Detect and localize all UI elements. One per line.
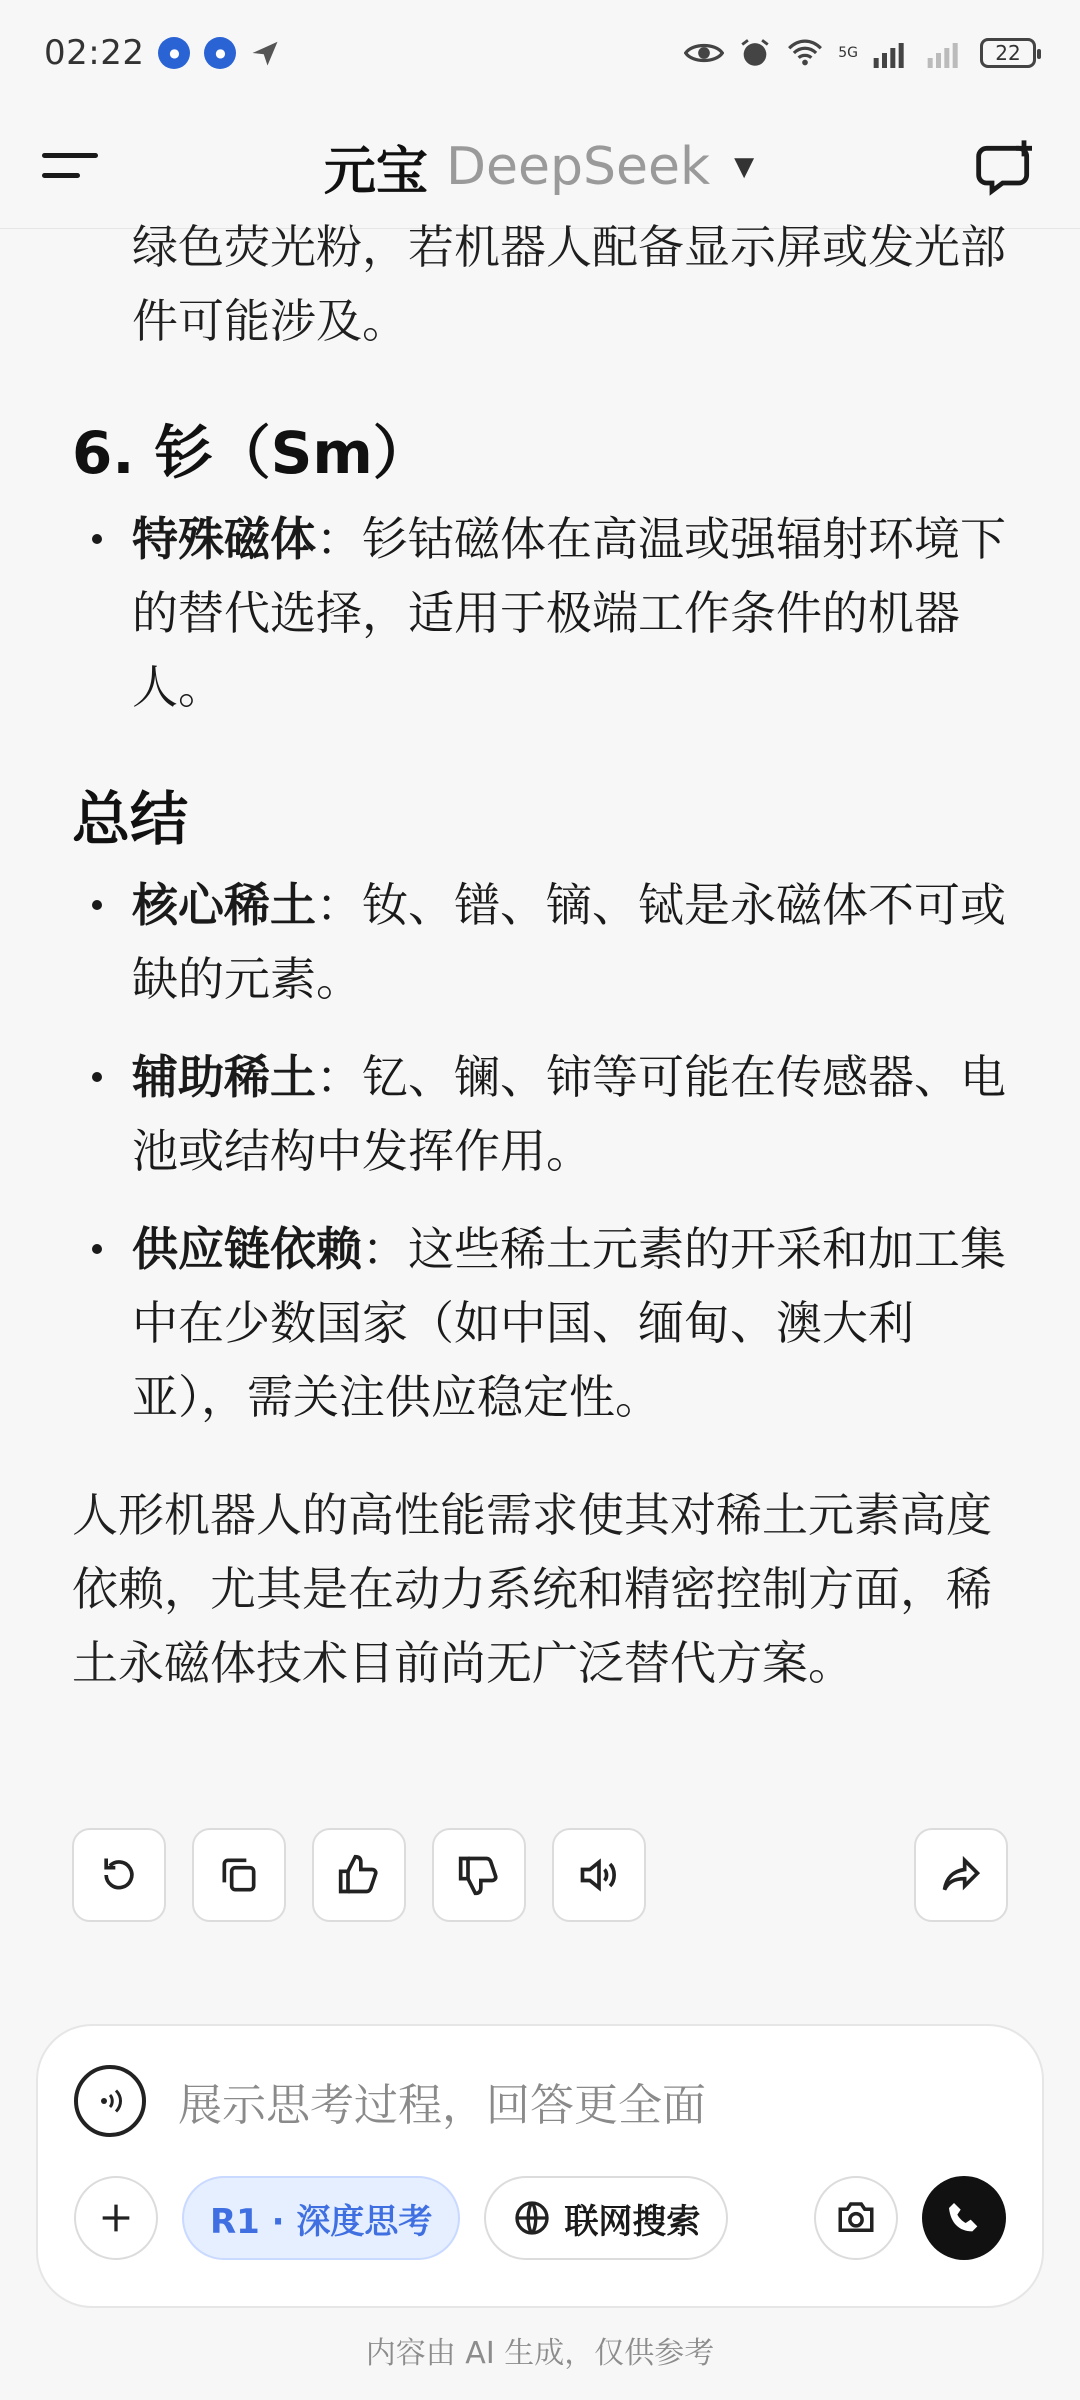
model-name[interactable]: DeepSeek	[445, 136, 711, 197]
spacer	[672, 1828, 888, 1924]
copy-button[interactable]	[192, 1828, 286, 1922]
read-aloud-button[interactable]	[552, 1828, 646, 1922]
web-search-toggle[interactable]	[484, 2176, 728, 2260]
status-bar	[0, 0, 1080, 105]
title-model-selector[interactable]	[324, 129, 754, 204]
refresh-icon	[97, 1853, 141, 1897]
share-icon	[939, 1853, 983, 1897]
item-bold: 供应链依赖	[132, 1222, 362, 1276]
list-item	[0, 868, 1080, 1016]
previous-bullet-tail: 绿色荧光粉，若机器人配备显示屏或发光部件可能涉及。	[132, 220, 1006, 348]
input-tools	[38, 2176, 1042, 2260]
voice-wave-icon	[92, 2083, 128, 2119]
globe-icon	[512, 2198, 552, 2238]
list-item	[0, 502, 1080, 724]
like-button[interactable]	[312, 1828, 406, 1922]
app-title: 元宝	[323, 142, 428, 202]
input-card	[36, 2024, 1044, 2308]
item-text: ：钕、镨、镝、铽是永磁体不可或缺的元素。	[132, 878, 1006, 1006]
ai-disclaimer: 内容由 AI 生成，仅供参考	[365, 2336, 715, 2371]
alarm-icon	[738, 36, 772, 70]
status-time: 02:22	[44, 32, 145, 73]
battery-level: 22	[995, 40, 1021, 65]
paper-plane-icon	[250, 38, 280, 68]
list-item	[0, 1040, 1080, 1188]
add-button[interactable]	[74, 2176, 158, 2260]
plus-icon	[96, 2198, 136, 2238]
thumbs-down-icon	[457, 1853, 501, 1897]
section-6-heading: 6. 钐（Sm）	[72, 419, 431, 487]
status-right	[684, 36, 1036, 70]
item-text: ：这些稀土元素的开采和加工集中在少数国家（如中国、缅甸、澳大利亚），需关注供应稳定性。	[132, 1222, 1006, 1424]
web-search-label: 联网搜索	[564, 2201, 701, 2242]
status-left	[44, 33, 280, 73]
item-bold: 辅助稀土	[132, 1050, 316, 1104]
signal-icon	[872, 38, 912, 68]
network-type: 5G	[838, 44, 858, 61]
notification-badge-icon-2: ●	[204, 37, 236, 69]
signal-2-icon	[926, 38, 966, 68]
camera-button[interactable]	[814, 2176, 898, 2260]
summary-heading: 总结	[72, 785, 189, 853]
thumbs-up-icon	[337, 1853, 381, 1897]
wifi-icon	[786, 38, 824, 68]
item-text: ：钐钴磁体在高温或强辐射环境下的替代选择，适用于极端工作条件的机器人。	[132, 512, 1006, 714]
deep-think-toggle[interactable]	[182, 2176, 460, 2260]
deep-think-label: R1 · 深度思考	[210, 2201, 433, 2242]
chat-content	[0, 210, 1080, 2010]
camera-icon	[835, 2197, 877, 2239]
eye-icon	[684, 39, 724, 67]
voice-call-button[interactable]	[922, 2176, 1006, 2260]
regenerate-button[interactable]	[72, 1828, 166, 1922]
copy-icon	[217, 1853, 261, 1897]
item-bold: 特殊磁体	[132, 512, 316, 566]
share-button[interactable]	[914, 1828, 1008, 1922]
voice-input-button[interactable]	[74, 2065, 146, 2137]
speaker-icon	[577, 1853, 621, 1897]
battery-icon	[980, 38, 1036, 68]
summary-list	[0, 868, 1080, 1434]
menu-icon[interactable]	[40, 147, 102, 187]
input-row	[38, 2026, 1042, 2176]
new-chat-icon[interactable]	[976, 135, 1040, 199]
message-actions	[72, 1828, 1008, 1924]
item-bold: 核心稀土	[132, 878, 316, 932]
dislike-button[interactable]	[432, 1828, 526, 1922]
item-text: ：钇、镧、铈等可能在传感器、电池或结构中发挥作用。	[132, 1050, 1006, 1178]
closing-paragraph: 人形机器人的高性能需求使其对稀土元素高度依赖，尤其是在动力系统和精密控制方面，稀土永磁体技术目前尚无广泛替代方案。	[72, 1488, 992, 1690]
list-item	[0, 1212, 1080, 1434]
section-6-list	[0, 502, 1080, 724]
chevron-down-icon[interactable]: ▼	[734, 151, 755, 182]
prompt-input[interactable]: 展示思考过程，回答更全面	[178, 2080, 706, 2131]
notification-badge-icon: ●	[158, 37, 190, 69]
phone-icon	[944, 2198, 984, 2238]
